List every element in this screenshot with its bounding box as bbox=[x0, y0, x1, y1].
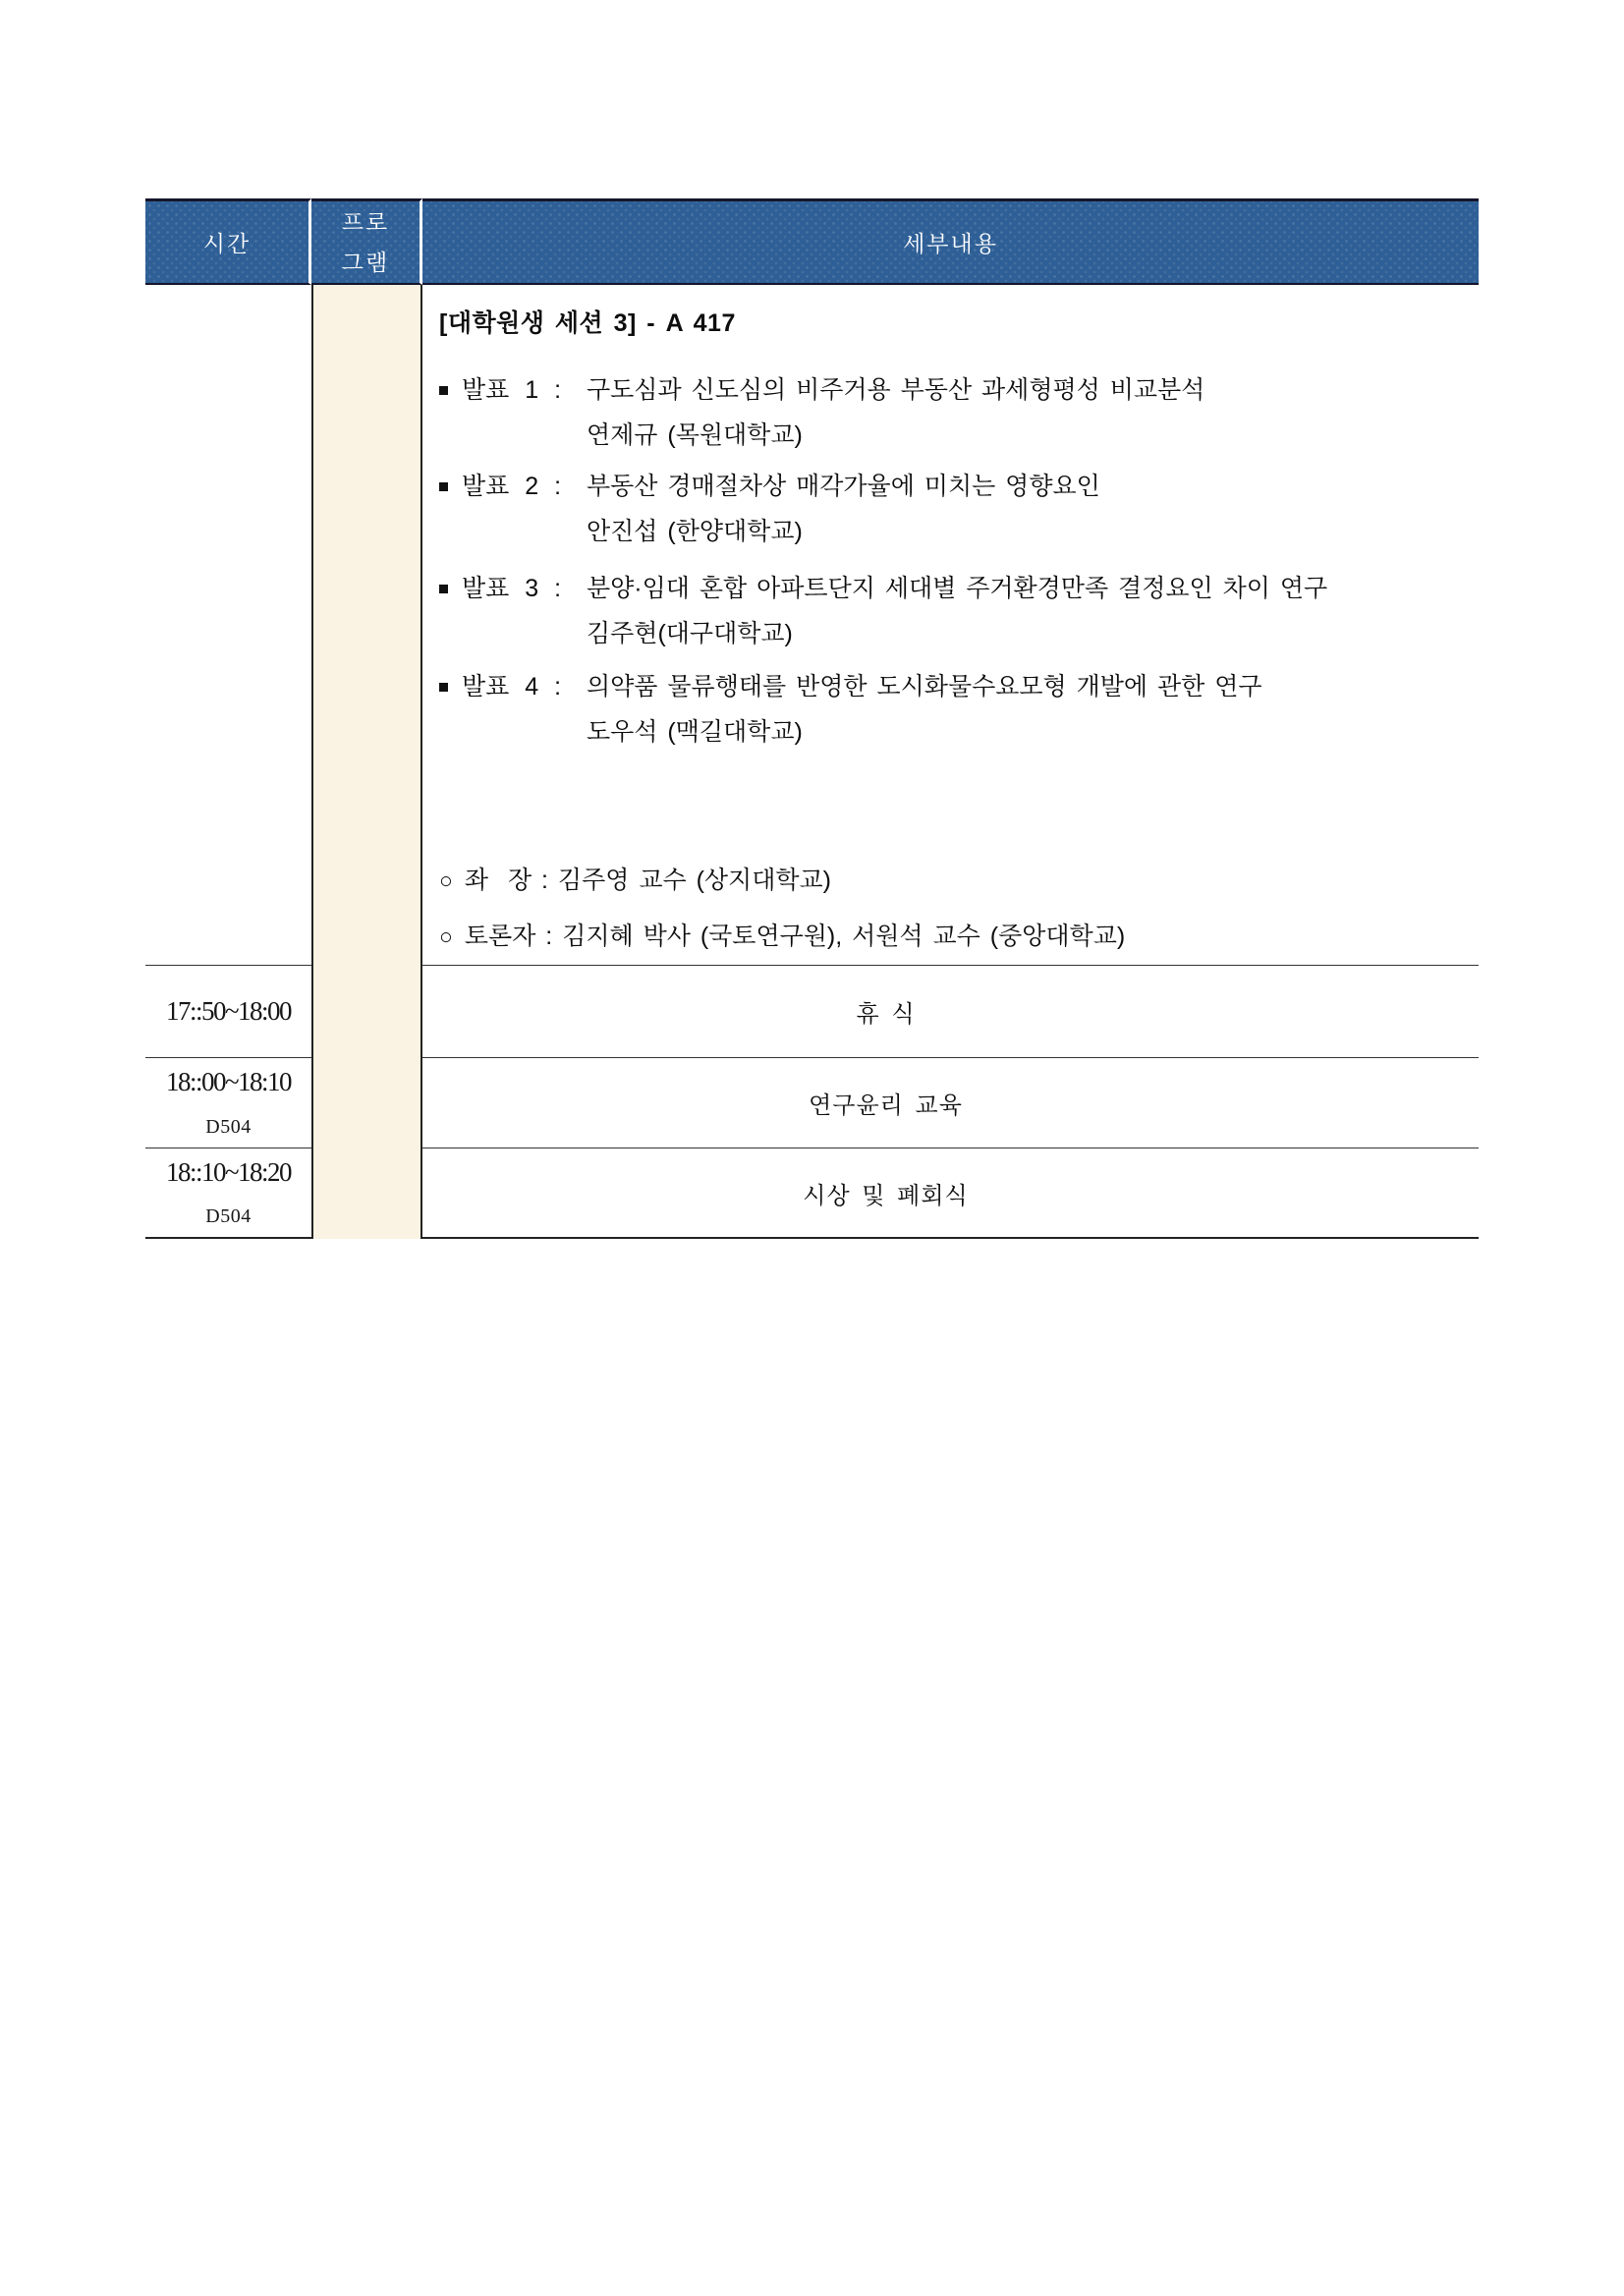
session-title: [대학원생 세션 3] - A 417 bbox=[439, 309, 736, 337]
circle-icon: ○ bbox=[439, 924, 453, 949]
header-cell-time bbox=[145, 198, 311, 285]
header-details-label: 세부내용 bbox=[903, 232, 998, 256]
presentation-item bbox=[439, 566, 1453, 656]
presentation-speaker: 안진섭 (한양대학교) bbox=[587, 518, 803, 545]
discussant-text: 토론자 : 김지혜 박사 (국토연구원), 서원석 교수 (중앙대학교) bbox=[464, 923, 1126, 950]
presentation-title: 의약품 물류행태를 반영한 도시화물수요모형 개발에 관한 연구 bbox=[587, 673, 1262, 700]
bullet-icon bbox=[439, 585, 448, 593]
session-details-cell bbox=[422, 285, 1479, 966]
presentation-label: 발표 4 : bbox=[439, 664, 587, 709]
header-cell-program bbox=[311, 198, 422, 285]
presentation-label: 발표 3 : bbox=[439, 566, 587, 611]
details-cell bbox=[422, 1058, 1479, 1148]
presentation-speaker: 도우석 (맥길대학교) bbox=[587, 718, 803, 746]
room-code: D504 bbox=[205, 1205, 252, 1227]
bullet-icon bbox=[439, 683, 448, 692]
chair-line bbox=[439, 853, 1453, 909]
time-cell bbox=[145, 966, 311, 1058]
presentation-item bbox=[439, 367, 1453, 458]
time-cell bbox=[145, 1148, 311, 1239]
chair-text: 좌 장 : 김주영 교수 (상지대학교) bbox=[464, 867, 831, 894]
time-range: 17::50~18:00 bbox=[165, 996, 292, 1026]
header-program-label: 프로 그램 bbox=[341, 209, 390, 275]
row-content: 휴 식 bbox=[856, 1001, 916, 1028]
bullet-icon bbox=[439, 386, 448, 395]
presentation-item bbox=[439, 664, 1453, 755]
presentation-label: 발표 1 : bbox=[439, 367, 587, 413]
program-column bbox=[311, 285, 422, 1239]
session-time-cell-empty bbox=[145, 285, 311, 966]
chair-discussant-block bbox=[439, 853, 1453, 965]
row-content: 연구윤리 교육 bbox=[809, 1092, 963, 1119]
bullet-icon bbox=[439, 482, 448, 491]
conference-schedule-table bbox=[145, 198, 1479, 1239]
details-cell bbox=[422, 1148, 1479, 1239]
presentation-item bbox=[439, 464, 1453, 554]
details-cell bbox=[422, 966, 1479, 1058]
time-range: 18::00~18:10 bbox=[165, 1067, 292, 1096]
presentation-speaker: 연제규 (목원대학교) bbox=[587, 421, 803, 449]
room-code: D504 bbox=[205, 1116, 252, 1138]
presentation-title: 부동산 경매절차상 매각가율에 미치는 영향요인 bbox=[587, 473, 1100, 500]
header-time-label: 시간 bbox=[202, 232, 252, 256]
discussant-line bbox=[439, 909, 1453, 965]
presentation-label: 발표 2 : bbox=[439, 464, 587, 509]
circle-icon: ○ bbox=[439, 868, 453, 893]
presentation-title: 분양·임대 혼합 아파트단지 세대별 주거환경만족 결정요인 차이 연구 bbox=[587, 575, 1328, 602]
header-cell-details bbox=[422, 198, 1479, 285]
presentation-speaker: 김주현(대구대학교) bbox=[587, 620, 793, 647]
row-content: 시상 및 폐회식 bbox=[803, 1182, 969, 1209]
presentation-title: 구도심과 신도심의 비주거용 부동산 과세형평성 비교분석 bbox=[587, 376, 1205, 404]
time-range: 18::10~18:20 bbox=[165, 1157, 292, 1187]
time-cell bbox=[145, 1058, 311, 1148]
